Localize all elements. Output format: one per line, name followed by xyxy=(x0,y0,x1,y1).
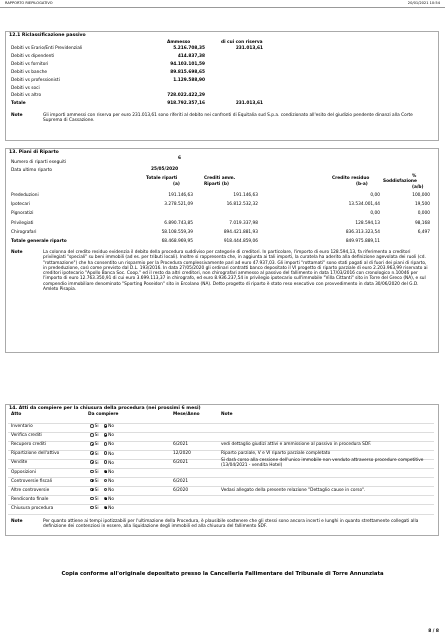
radio-label: No xyxy=(108,424,114,430)
passivo-row-riserva: 231.013,61 xyxy=(235,101,263,107)
passivo-row-label: Debiti vs Erario/Enti Previdenziali xyxy=(11,46,83,51)
da-compiere-radio-group xyxy=(90,451,119,456)
radio-dot-icon[interactable] xyxy=(104,488,108,492)
section-note: Gli importi ammessi con riserva per euro 231.013,61 sono riferiti al debito nei confronti di Equitalia sud S.p.a. condizionato all'esito del giudizio pendente dinanzi alla Corte Suprema di Cassazione. xyxy=(43,113,413,124)
riparto-row-residuo: 0,00 xyxy=(370,193,380,198)
section-title: 13. Piani di Riparto xyxy=(9,150,59,155)
riparto-row-label: Pignoratizi xyxy=(11,211,34,217)
radio-label: No xyxy=(108,478,114,484)
row-divider xyxy=(8,495,434,496)
radio-label: Si xyxy=(94,451,99,457)
radio-si[interactable] xyxy=(90,461,99,466)
radio-no[interactable] xyxy=(104,479,114,484)
note-label: Note xyxy=(11,250,23,255)
row-divider xyxy=(8,477,434,478)
riparto-row-crediti: 894.421.881,93 xyxy=(223,229,258,235)
radio-no[interactable] xyxy=(104,461,114,466)
num-riparti-label: Numero di riparti eseguiti xyxy=(11,160,67,165)
col-da-compiere: Da compiere xyxy=(88,412,119,417)
atto-row-label: Ripartizione dell'attivo xyxy=(11,451,60,457)
col-soddisfazione-pct: % xyxy=(412,174,417,179)
radio-dot-icon[interactable] xyxy=(104,470,108,474)
da-compiere-radio-group xyxy=(90,433,119,438)
data-ultimo-riparto-label: Data ultimo riparto xyxy=(11,168,53,173)
col-soddisfazione: Soddisfazione xyxy=(383,179,417,184)
riparto-row-label: Chirografari xyxy=(11,229,37,235)
atto-row-mese: 12/2020 xyxy=(173,451,191,457)
radio-no[interactable] xyxy=(104,497,114,502)
atto-row-label: Controversie fiscali xyxy=(11,478,53,484)
riparto-row-label: Prededuzioni xyxy=(11,193,39,198)
row-divider xyxy=(8,468,434,469)
radio-label: No xyxy=(108,487,114,493)
atto-row-note: Vedasi allegato della presente relazione "Dettaglio cause in corso". xyxy=(221,487,366,493)
radio-dot-icon[interactable] xyxy=(104,451,108,455)
atto-row-label: Chiusura procedura xyxy=(11,505,54,511)
radio-label: Si xyxy=(94,487,99,493)
radio-label: No xyxy=(108,442,114,448)
radio-dot-icon[interactable] xyxy=(104,460,108,464)
col-credito-residuo: Credito residuo xyxy=(332,176,370,181)
radio-dot-icon[interactable] xyxy=(90,424,94,428)
radio-label: Si xyxy=(94,442,99,448)
riparto-row-soddisfazione: 98,168 xyxy=(414,220,430,226)
section-note: La colonna del credito residuo evidenzia il debito della procedura suddiviso per categorie di creditori. In particolare, l'importo di euro 128.594,13, fa riferimento a creditori privilegiati "speciali" su beni immobili (ad es. per tributi locali). Inoltre si rappresenta che, in aggiunta ai tali importi, la curatela ha aderito alla definizione agevolata dei ruoli (cd. "rottamazione") che ha consentito un risparmio per la Procedura complessivamente pari ad euro 47.937,03. Gli importi "rottamati" sono stati pagati al di fuori dei piani di riparto, in prededuzione, così come previsto dal D.L. 193/2016. In data 27/05/2020 gli ordinari contratti banco depositato il VI progetto di riparto parziale di euro 2.203.963,99 riservato ai creditori ipotecario "Apollo Banca Soc. Coop." ed il resto da altri creditori, non chirografari ammesso al passivo del fallimento in data 17/03/2016 con cronologico n.10046 per l'importo di euro 12.763.350,91 di cui euro 3.699.113,37 in chirografo, ed euro 8.936.237,54 in privilegio ipotecario sull'immobile "Villa Cittanti" sito in Torre del Greco (NA), e sul compendio immobiliare denominato "Sporting Poseidon" sito in Ercolano (NA). Detto progetto di riparto è stato reso esecutivo con provvedimento in data 30/06/2020 del G.D. Amleto Pisapia. xyxy=(43,250,428,293)
radio-no[interactable] xyxy=(104,488,114,493)
riparto-row-crediti: 918.444.859,06 xyxy=(223,239,258,244)
passivo-row-label: Debiti vs fornitori xyxy=(11,61,49,67)
riparto-row-crediti: 7.019.337,98 xyxy=(229,220,258,226)
passivo-row-ammesso: 1.129.588,90 xyxy=(173,77,205,83)
atto-row-note: Riparto parziale, V e VI riparto parziale completato xyxy=(221,451,331,457)
radio-dot-icon[interactable] xyxy=(90,506,94,510)
col-riserva: di cui con riserva xyxy=(221,40,263,45)
col-mese-anno: Mese/Anno xyxy=(173,412,200,417)
col-credito-residuo-sub: (b-a) xyxy=(356,182,368,187)
da-compiere-radio-group xyxy=(90,488,119,493)
passivo-row-ammesso: 414.837,38 xyxy=(177,53,205,59)
page-number: 8 / 8 xyxy=(428,629,439,634)
radio-label: Si xyxy=(94,469,99,475)
riparto-row-residuo: 849.975.889,11 xyxy=(345,239,380,244)
section-title: 12.1 Riclassificazione passivo xyxy=(9,33,86,38)
report-title: RAPPORTO RIEPILOGATIVO xyxy=(5,1,53,5)
radio-no[interactable] xyxy=(104,470,114,475)
radio-dot-icon[interactable] xyxy=(104,479,108,483)
radio-si[interactable] xyxy=(90,488,99,493)
radio-dot-icon[interactable] xyxy=(104,506,108,510)
riparto-row-totale: 6.890.743,85 xyxy=(164,220,193,226)
data-ultimo-riparto-value: 25/05/2020 xyxy=(151,167,179,172)
radio-label: No xyxy=(108,469,114,475)
passivo-row-ammesso: 89.815.698,65 xyxy=(170,69,205,75)
note-label: Note xyxy=(11,113,23,118)
passivo-row-riserva: 231.013,61 xyxy=(235,46,263,51)
radio-si[interactable] xyxy=(90,424,99,429)
passivo-row-ammesso: 728.022.422,29 xyxy=(167,93,205,99)
riparto-row-label: Totale generale riparto xyxy=(11,239,67,244)
riparto-row-soddisfazione: 6,497 xyxy=(417,229,430,235)
row-divider xyxy=(8,504,434,505)
riparto-row-totale: 191.146,63 xyxy=(168,193,193,198)
radio-dot-icon[interactable] xyxy=(90,433,94,437)
riparto-row-label: Privilegiati xyxy=(11,220,34,226)
atto-row-mese: 6/2020 xyxy=(173,487,189,493)
riparto-row-crediti: 191.146,63 xyxy=(233,193,258,198)
radio-si[interactable] xyxy=(90,442,99,447)
riparto-row-residuo: 128.594,13 xyxy=(355,220,380,226)
col-crediti-amm: Crediti amm. xyxy=(204,176,236,181)
atto-row-mese: 6/2021 xyxy=(173,478,189,484)
radio-no[interactable] xyxy=(104,424,114,429)
radio-dot-icon[interactable] xyxy=(104,442,108,446)
section-atti-da-compiere xyxy=(5,404,439,536)
radio-si[interactable] xyxy=(90,470,99,475)
note-label: Note xyxy=(11,519,23,524)
col-ammesso: Ammesso xyxy=(167,40,191,45)
passivo-row-ammesso: 918.792.357,16 xyxy=(167,101,205,107)
radio-dot-icon[interactable] xyxy=(90,451,94,455)
radio-si[interactable] xyxy=(90,497,99,502)
atto-row-label: Verifica crediti xyxy=(11,433,42,439)
radio-label: Si xyxy=(94,497,99,503)
atto-row-label: Opposizioni xyxy=(11,469,36,475)
radio-si[interactable] xyxy=(90,452,99,457)
radio-no[interactable] xyxy=(104,433,114,438)
atto-row-label: Rendiconto finale xyxy=(11,496,49,502)
radio-no[interactable] xyxy=(104,442,114,447)
radio-label: No xyxy=(108,460,114,466)
passivo-row-label: Debiti vs soci xyxy=(11,85,40,91)
radio-dot-icon[interactable] xyxy=(90,460,94,464)
da-compiere-radio-group xyxy=(90,497,119,502)
atto-row-mese: 6/2021 xyxy=(173,442,189,448)
riparto-row-totale: 58.108.559,39 xyxy=(161,229,193,235)
radio-dot-icon[interactable] xyxy=(90,479,94,483)
atto-row-note: vedi dettaglio giudizi attivi e ammissione al passivo in procedura SDF. xyxy=(221,442,372,448)
radio-label: No xyxy=(108,506,114,512)
radio-dot-icon[interactable] xyxy=(90,488,94,492)
page-header xyxy=(0,0,445,8)
col-totale-riparti-sub: (a) xyxy=(173,182,180,187)
radio-dot-icon[interactable] xyxy=(90,497,94,501)
radio-dot-icon[interactable] xyxy=(104,497,108,501)
passivo-row-ammesso: 5.216.708,35 xyxy=(173,46,205,51)
da-compiere-radio-group xyxy=(90,442,119,447)
passivo-row-label: Debiti vs professionisti xyxy=(11,77,60,83)
footer-conformity-text: Copia conforme all'originale depositato presso la Cancelleria Fallimentare del Tribunale di Torre Annunziata xyxy=(61,571,384,577)
atto-row-label: Altre controversie xyxy=(11,487,50,493)
atto-row-label: Vendite xyxy=(11,460,28,466)
atto-row-note: Si darà corso alla cessione dell'unico immobile non venduto attraverso procedure competitive (13/04/2021 - vendita Hotel) xyxy=(221,457,424,468)
row-divider xyxy=(8,423,434,424)
radio-dot-icon[interactable] xyxy=(104,424,108,428)
section-title: 14. Atti da compiere per la chiusura della procedura (nei prossimi 6 mesi) xyxy=(9,406,201,411)
riparto-row-soddisfazione: 19,500 xyxy=(414,202,430,208)
radio-label: No xyxy=(108,451,114,457)
radio-label: No xyxy=(108,497,114,503)
radio-dot-icon[interactable] xyxy=(90,470,94,474)
riparto-row-crediti: 16.812.532,32 xyxy=(226,202,258,208)
section-note: Per quanto attiene ai tempi ipotizzabili per l'ultimazione della Procedura, è plausibile sostenere che gli stessi sono ancora incerti e lunghi in quanto strettamente collegati alla definizione dei contenziosi in essere, alla liquidazione degli immobili ed alla chiusura del fallimento SDF. xyxy=(43,519,419,530)
radio-label: Si xyxy=(94,424,99,430)
riparto-row-label: Ipotecari xyxy=(11,202,30,208)
passivo-row-label: Debiti vs banche xyxy=(11,69,48,75)
riparto-row-totale: 3.278.521,09 xyxy=(164,202,193,208)
da-compiere-radio-group xyxy=(90,460,119,465)
radio-no[interactable] xyxy=(104,452,114,457)
da-compiere-radio-group xyxy=(90,506,119,511)
atto-row-label: Recupero crediti xyxy=(11,442,47,448)
col-totale-riparti: Totale riparti xyxy=(146,176,178,181)
col-soddisfazione-sub: (a/b) xyxy=(412,185,424,190)
row-divider xyxy=(8,432,434,433)
riparto-row-soddisfazione: 0,000 xyxy=(417,211,430,217)
radio-label: Si xyxy=(94,433,99,439)
riparto-row-residuo: 836.313.323,54 xyxy=(345,229,380,235)
atto-row-mese: 6/2021 xyxy=(173,460,189,466)
atto-row-label: Inventario xyxy=(11,424,33,429)
radio-dot-icon[interactable] xyxy=(90,442,94,446)
da-compiere-radio-group xyxy=(90,479,119,484)
radio-label: Si xyxy=(94,460,99,466)
passivo-row-label: Debiti vs altro xyxy=(11,93,42,99)
row-divider xyxy=(8,514,434,515)
riparto-row-residuo: 13.534.001,44 xyxy=(348,202,380,208)
passivo-row-ammesso: 94.103.101,59 xyxy=(170,61,205,67)
passivo-row-label: Totale xyxy=(11,101,26,107)
num-riparti-value: 6 xyxy=(178,156,181,161)
col-crediti-amm-sub: Riparti (b) xyxy=(204,182,229,187)
radio-label: Si xyxy=(94,478,99,484)
col-atto: Atto xyxy=(11,412,22,417)
radio-si[interactable] xyxy=(90,433,99,438)
radio-dot-icon[interactable] xyxy=(104,433,108,437)
passivo-row-label: Debiti vs dipendenti xyxy=(11,53,55,59)
da-compiere-radio-group xyxy=(90,470,119,475)
report-timestamp: 20/01/2021 10:54 xyxy=(407,1,440,5)
radio-si[interactable] xyxy=(90,479,99,484)
riparto-row-residuo: 0,00 xyxy=(370,211,380,217)
riparto-row-soddisfazione: 100,000 xyxy=(412,193,430,198)
radio-si[interactable] xyxy=(90,506,99,511)
col-note: Note xyxy=(221,412,233,417)
radio-label: No xyxy=(108,433,114,439)
radio-no[interactable] xyxy=(104,506,114,511)
radio-label: Si xyxy=(94,506,99,512)
da-compiere-radio-group xyxy=(90,424,119,429)
riparto-row-totale: 68.468.969,95 xyxy=(161,239,193,244)
